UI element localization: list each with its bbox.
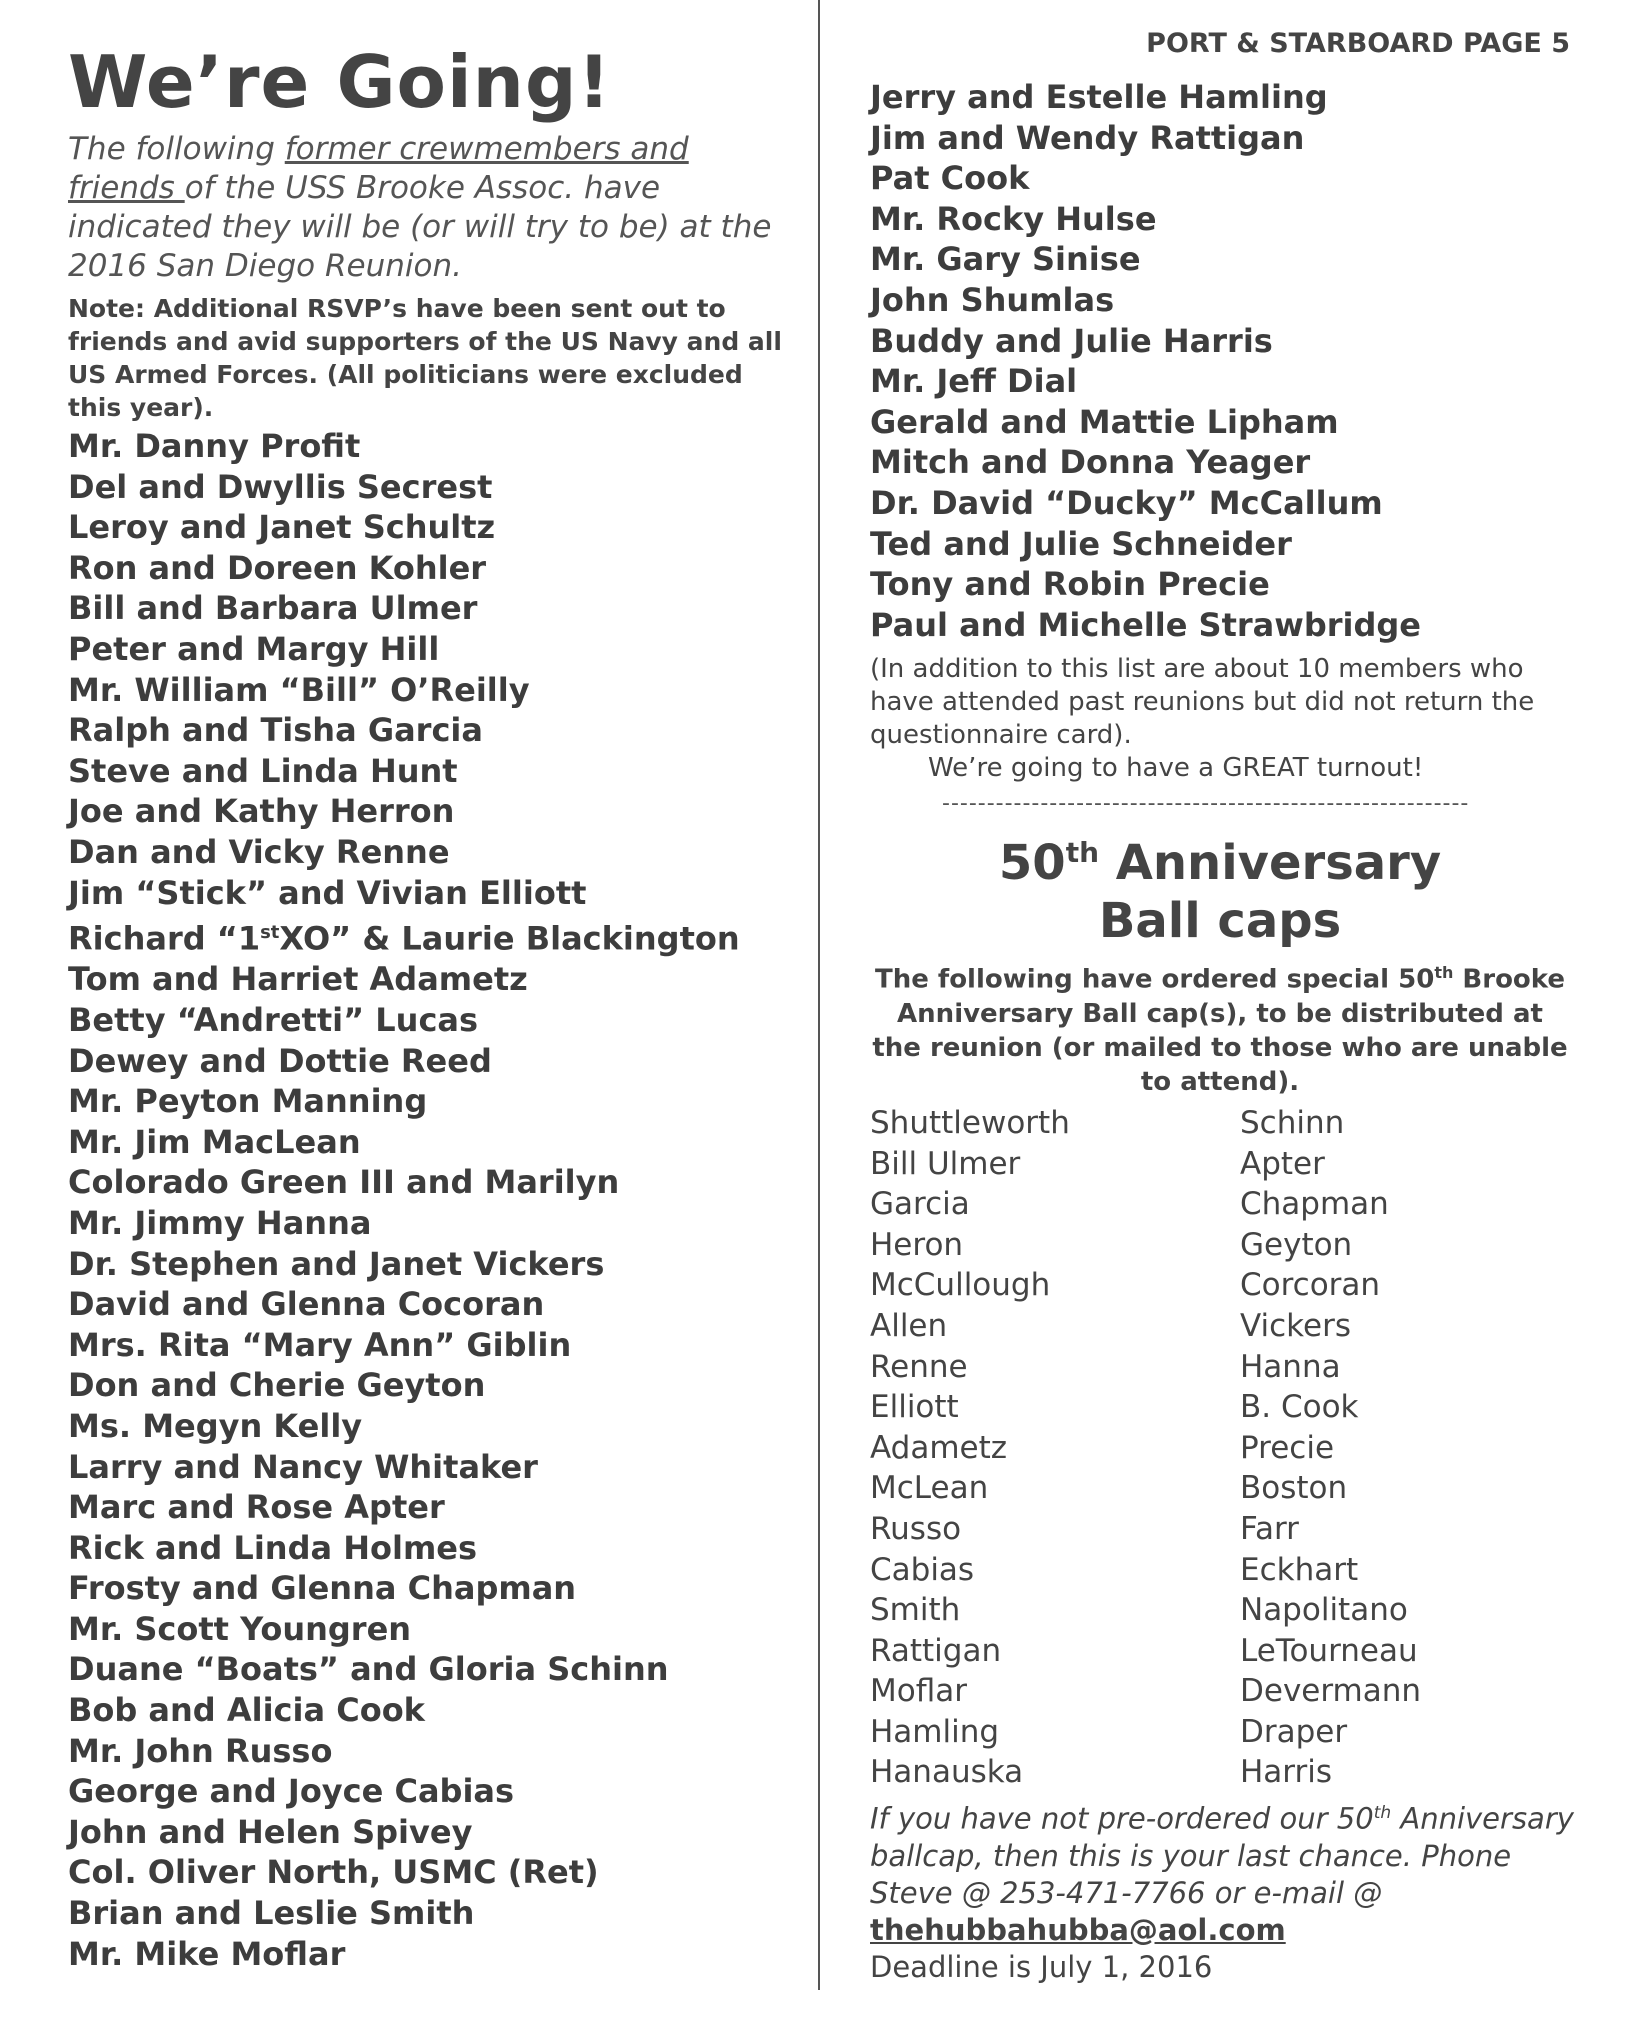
- dashed-separator: -----------------------------------------------------------: [942, 791, 1470, 817]
- email-link[interactable]: thehubbahubba@aol.com: [870, 1912, 1286, 1947]
- order-post: Brooke Anniversary Ball cap(s), to be distributed at the reunion (or mailed to those who are unable to attend).: [872, 964, 1568, 1097]
- ballcap-name: Boston: [1240, 1470, 1348, 1507]
- attendee-name: Col. Oliver North, USMC (Ret): [68, 1853, 599, 1892]
- ballcap-name: Farr: [1240, 1510, 1299, 1547]
- attendee-name: Buddy and Julie Harris: [870, 321, 1273, 360]
- attendee-name: Duane “Boats” and Gloria Schinn: [68, 1650, 669, 1689]
- ballcap-name: Russo: [870, 1510, 962, 1547]
- ballcap-name: LeTourneau: [1240, 1632, 1418, 1669]
- ballcap-name: Cabias: [870, 1551, 975, 1588]
- last-chance-text: [870, 1795, 1590, 1949]
- xo-part: Richard “1: [68, 919, 261, 958]
- attendee-name: Don and Cherie Geyton: [68, 1366, 486, 1405]
- anniv-rest: Anniversary: [1099, 835, 1442, 892]
- attendee-name: Ralph and Tisha Garcia: [68, 711, 483, 750]
- attendee-name: Brian and Leslie Smith: [68, 1894, 475, 1933]
- intro-underlined: former crewmembers and friends: [68, 131, 689, 206]
- ballcap-name: Moflar: [870, 1673, 967, 1710]
- attendee-name: Paul and Michelle Strawbridge: [870, 605, 1421, 644]
- ballcap-name: Garcia: [870, 1186, 970, 1223]
- attendee-name: Marc and Rose Apter: [68, 1488, 445, 1527]
- attendee-name: Ted and Julie Schneider: [870, 524, 1292, 563]
- attendee-name: Frosty and Glenna Chapman: [68, 1569, 577, 1608]
- last-post: Anniversary ballcap, then this is your last chance. Phone Steve @ 253-471-7766 or e-mail @: [870, 1801, 1574, 1910]
- attendee-name: Tom and Harriet Adametz: [68, 960, 528, 999]
- last-pre: If you have not pre-ordered our 50: [870, 1801, 1374, 1836]
- ballcap-name: Hamling: [870, 1713, 1000, 1750]
- attendee-name: Mr. John Russo: [68, 1731, 333, 1770]
- ballcap-name: Eckhart: [1240, 1551, 1359, 1588]
- attendee-list-left: [68, 426, 788, 1974]
- attendee-name: Bob and Alicia Cook: [68, 1691, 425, 1730]
- intro-pre: The following: [68, 131, 285, 167]
- attendee-name: Steve and Linda Hunt: [68, 751, 458, 790]
- anniv-num: 50: [998, 835, 1066, 892]
- attendee-name: Mr. Danny Profit: [68, 427, 361, 465]
- deadline-text: Deadline is July 1, 2016: [870, 1949, 1213, 1984]
- ballcap-name: Renne: [870, 1348, 968, 1385]
- attendee-name: Del and Dwyllis Secrest: [68, 467, 493, 506]
- attendee-name: Mr. Jeff Dial: [870, 362, 1078, 401]
- right-column: [870, 28, 1590, 1986]
- ballcap-name: Apter: [1240, 1145, 1325, 1182]
- attendee-name: Mrs. Rita “Mary Ann” Giblin: [68, 1325, 572, 1364]
- page-header: PORT & STARBOARD PAGE 5: [1146, 28, 1570, 59]
- attendee-name: John and Helen Spivey: [68, 1812, 473, 1851]
- ballcap-name: Hanauska: [870, 1754, 1024, 1791]
- attendee-name: Dan and Vicky Renne: [68, 832, 450, 871]
- attendee-name: Jerry and Estelle Hamling: [870, 78, 1328, 116]
- attendee-name: Mr. Jimmy Hanna: [68, 1203, 372, 1242]
- turnout-text: We’re going to have a GREAT turnout!: [928, 753, 1424, 784]
- ballcap-name: Rattigan: [870, 1632, 1002, 1669]
- attendee-name: Ms. Megyn Kelly: [68, 1406, 363, 1445]
- attendee-name: Joe and Kathy Herron: [68, 792, 455, 831]
- attendee-name: Pat Cook: [870, 159, 1030, 198]
- order-pre: The following have ordered special 50: [874, 964, 1435, 995]
- ballcap-name: Elliott: [870, 1389, 959, 1426]
- ballcap-name: Schinn: [1240, 1104, 1345, 1141]
- attendee-name: Mr. Rocky Hulse: [870, 199, 1157, 238]
- xo-part: XO” & Laurie Blackington: [279, 919, 740, 958]
- last-sup: th: [1373, 1803, 1392, 1824]
- anniv-sup: th: [1065, 836, 1100, 870]
- ballcap-name: Shuttleworth: [870, 1104, 1070, 1141]
- attendee-name: Dr. David “Ducky” McCallum: [870, 483, 1383, 522]
- anniv-line2: Ball caps: [1098, 893, 1342, 950]
- ballcap-name: Corcoran: [1240, 1267, 1381, 1304]
- attendee-name: George and Joyce Cabias: [68, 1772, 515, 1811]
- ballcap-name: McCullough: [870, 1267, 1051, 1304]
- ballcap-name: Chapman: [1240, 1186, 1389, 1223]
- attendee-name: Mr. Scott Youngren: [68, 1609, 412, 1648]
- attendee-name: Larry and Nancy Whitaker: [68, 1447, 538, 1486]
- attendee-name: Mr. Gary Sinise: [870, 240, 1141, 279]
- addition-note: (In addition to this list are about 10 members who have attended past reunions but did not return the questionnaire card).: [870, 654, 1535, 751]
- ballcap-name: Geyton: [1240, 1226, 1353, 1263]
- order-sup: th: [1434, 963, 1454, 983]
- ballcap-name: Harris: [1240, 1754, 1333, 1791]
- ballcap-name: Bill Ulmer: [870, 1145, 1021, 1182]
- note-text: Note: Additional RSVP’s have been sent out to friends and avid supporters of the US Navy and all US Armed Forces. (All politicians were excluded this year).: [68, 294, 782, 422]
- attendee-name: John Shumlas: [870, 280, 1115, 319]
- attendee-name: Bill and Barbara Ulmer: [68, 589, 478, 628]
- attendee-name: Leroy and Janet Schultz: [68, 508, 496, 547]
- attendee-name: [68, 913, 788, 959]
- attendee-name: Colorado Green III and Marilyn: [68, 1163, 620, 1202]
- ballcap-name: Hanna: [1240, 1348, 1341, 1385]
- ballcap-name: Draper: [1240, 1713, 1348, 1750]
- attendee-name: Peter and Margy Hill: [68, 629, 440, 668]
- ballcap-name: B. Cook: [1240, 1389, 1359, 1426]
- column-divider: [818, 0, 820, 1990]
- attendee-name: Rick and Linda Holmes: [68, 1528, 478, 1567]
- attendee-name: Gerald and Mattie Lipham: [870, 402, 1339, 441]
- attendee-name: Mr. Jim MacLean: [68, 1122, 361, 1161]
- anniversary-heading: [870, 824, 1570, 950]
- ballcap-name: Heron: [870, 1226, 964, 1263]
- attendee-name: Mr. Peyton Manning: [68, 1082, 428, 1121]
- order-text: [870, 956, 1570, 1099]
- ballcap-name: Adametz: [870, 1429, 1008, 1466]
- left-column: [68, 40, 788, 1974]
- ballcap-name: Devermann: [1240, 1673, 1422, 1710]
- attendee-name: Mr. William “Bill” O’Reilly: [68, 670, 530, 709]
- attendee-name: Tony and Robin Precie: [870, 565, 1270, 604]
- ballcap-name: Vickers: [1240, 1307, 1351, 1344]
- attendee-name: Mitch and Donna Yeager: [870, 443, 1311, 482]
- ballcap-name: Napolitano: [1240, 1592, 1408, 1629]
- ballcap-name: Allen: [870, 1307, 948, 1344]
- xo-part: st: [260, 922, 280, 944]
- ballcap-name: McLean: [870, 1470, 989, 1507]
- attendee-name: Betty “Andretti” Lucas: [68, 1000, 479, 1039]
- attendee-name: Dr. Stephen and Janet Vickers: [68, 1244, 605, 1283]
- attendee-name: Jim and Wendy Rattigan: [870, 118, 1305, 157]
- attendee-name: Jim “Stick” and Vivian Elliott: [68, 873, 587, 912]
- ballcap-name: Smith: [870, 1592, 961, 1629]
- attendee-name: Dewey and Dottie Reed: [68, 1041, 492, 1080]
- attendee-name: Mr. Mike Moflar: [68, 1934, 346, 1973]
- ballcap-name: Precie: [1240, 1429, 1335, 1466]
- attendee-list-right: [870, 77, 1590, 645]
- attendee-name: David and Glenna Cocoran: [68, 1285, 545, 1324]
- intro-text: [68, 130, 788, 286]
- attendee-name: Ron and Doreen Kohler: [68, 548, 487, 587]
- page-title: We’re Going!: [68, 40, 612, 124]
- intro-post: of the USS Brooke Assoc. have indicated they will be (or will try to be) at the 2016 San Diego Reunion.: [68, 170, 772, 284]
- ballcap-order-list: [870, 1103, 1590, 1793]
